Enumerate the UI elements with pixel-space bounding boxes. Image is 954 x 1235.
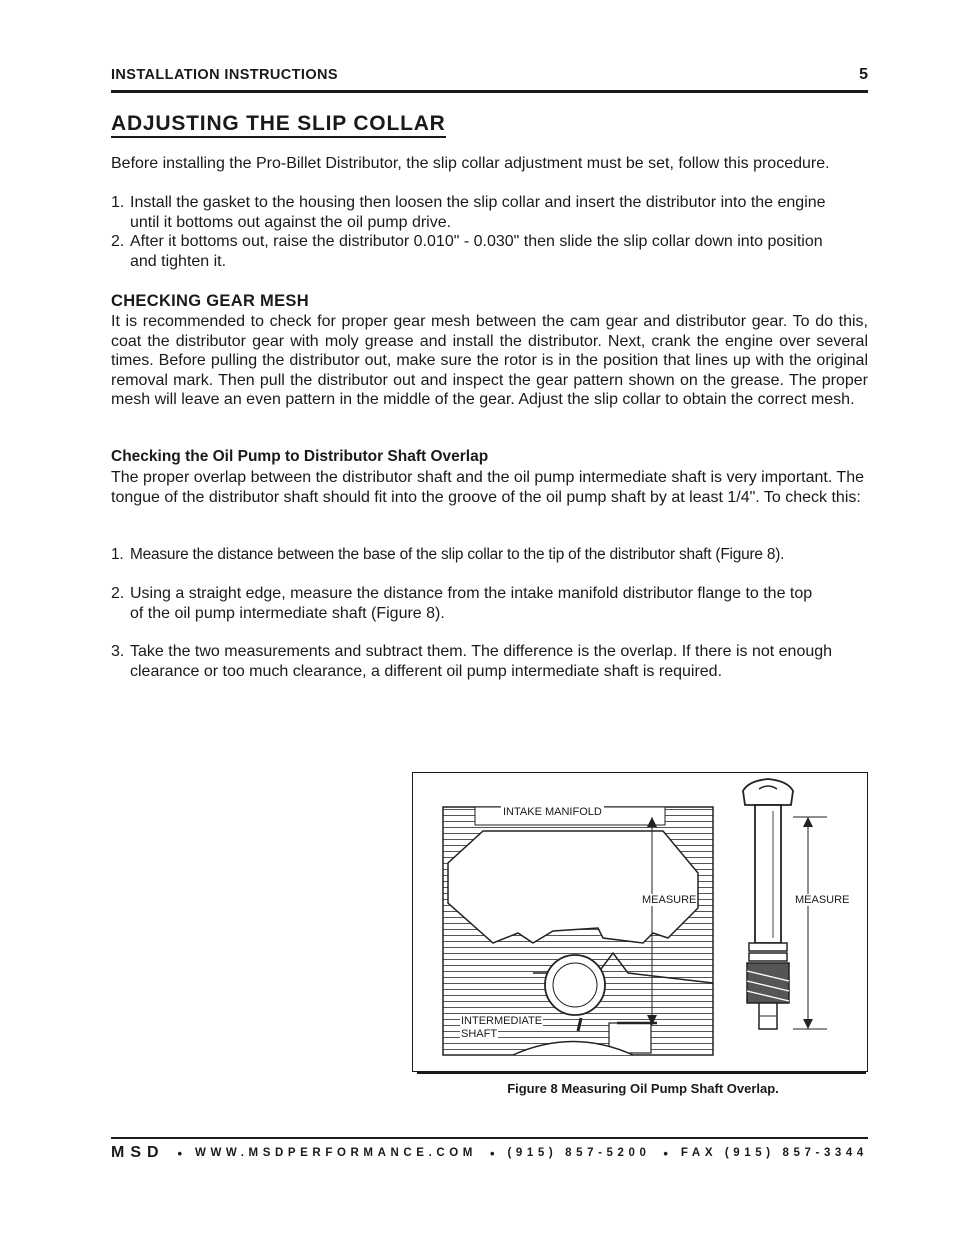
shaft-overlap-body: The proper overlap between the distributor shaft and the oil pump intermediate shaft is very important. The tongue of the distributor shaft should fit into the groove of the oil pump shaft by at least 1/4". To check this: <box>111 469 864 506</box>
step-text-line: of the oil pump intermediate shaft (Figure 8). <box>130 604 445 622</box>
footer-phone: (915) 857-5200 <box>507 1147 651 1159</box>
footer-separator: • <box>177 1145 183 1161</box>
step-text-line: After it bottoms out, raise the distributor 0.010" - 0.030" then slide the slip collar down into position <box>130 233 823 250</box>
figure-8 <box>412 772 868 1072</box>
overlap-step-2 <box>111 584 868 623</box>
label-shaft: SHAFT <box>461 1028 498 1040</box>
label-intake-manifold: INTAKE MANIFOLD <box>503 806 602 818</box>
step-text-line: Measure the distance between the base of the slip collar to the tip of the distributor shaft (Figure 8). <box>130 546 785 563</box>
header-divider <box>111 90 868 93</box>
slip-collar-intro: Before installing the Pro-Billet Distributor, the slip collar adjustment must be set, follow this procedure. <box>111 155 830 172</box>
slip-collar-step-2 <box>111 232 868 271</box>
footer-divider <box>111 1137 868 1139</box>
step-text-line: Using a straight edge, measure the distance from the intake manifold distributor flange to the top <box>130 585 813 602</box>
gear-mesh-body: It is recommended to check for proper gear mesh between the cam gear and distributor gear. To do this, coat the distributor gear with moly grease and install the distributor. Next, crank the engine over several times. Before pulling the distributor out, make sure the rotor is in the position that lines up with the original removal mark. Then pull the distributor out and inspect the gear pattern shown on the grease. The proper mesh will leave an even pattern in the middle of the gear. Adjust the slip collar to obtain the correct mesh. <box>111 313 868 408</box>
header-title: INSTALLATION INSTRUCTIONS <box>111 67 338 83</box>
label-intermediate: INTERMEDIATE <box>461 1015 543 1027</box>
slip-collar-step-1 <box>111 193 868 232</box>
step-number: 1. <box>111 546 124 563</box>
footer-brand: MSD <box>111 1144 165 1161</box>
footer-separator: • <box>489 1145 495 1161</box>
page-number: 5 <box>859 66 868 83</box>
footer-separator: • <box>663 1145 668 1161</box>
section-heading-gear-mesh: CHECKING GEAR MESH <box>111 292 309 310</box>
footer-fax: FAX (915) 857-3344 <box>680 1147 868 1159</box>
page-header <box>111 66 868 88</box>
overlap-step-3 <box>111 642 868 681</box>
footer-website: WWW.MSDPERFORMANCE.COM <box>195 1147 477 1159</box>
label-measure-left: MEASURE <box>642 894 697 906</box>
step-text-line: Take the two measurements and subtract them. The difference is the overlap. If there is not enough <box>130 643 833 660</box>
step-number: 2. <box>111 585 125 602</box>
section-heading-shaft-overlap: Checking the Oil Pump to Distributor Shaft Overlap <box>111 448 489 465</box>
step-text-line: until it bottoms out against the oil pump drive. <box>130 213 452 231</box>
section-heading-slip-collar: ADJUSTING THE SLIP COLLAR <box>111 111 446 138</box>
page-footer <box>111 1144 868 1162</box>
step-text-line: and tighten it. <box>130 252 227 270</box>
step-text-line: clearance or too much clearance, a different oil pump intermediate shaft is required. <box>130 662 723 680</box>
step-text-line: Install the gasket to the housing then loosen the slip collar and insert the distributor into the engine <box>130 194 826 211</box>
step-number: 3. <box>111 643 125 660</box>
overlap-step-1 <box>111 545 868 565</box>
label-measure-right: MEASURE <box>795 894 850 906</box>
figure-caption: Figure 8 Measuring Oil Pump Shaft Overlap. <box>507 1081 779 1096</box>
step-number: 2. <box>111 233 125 250</box>
step-number: 1. <box>111 194 125 211</box>
